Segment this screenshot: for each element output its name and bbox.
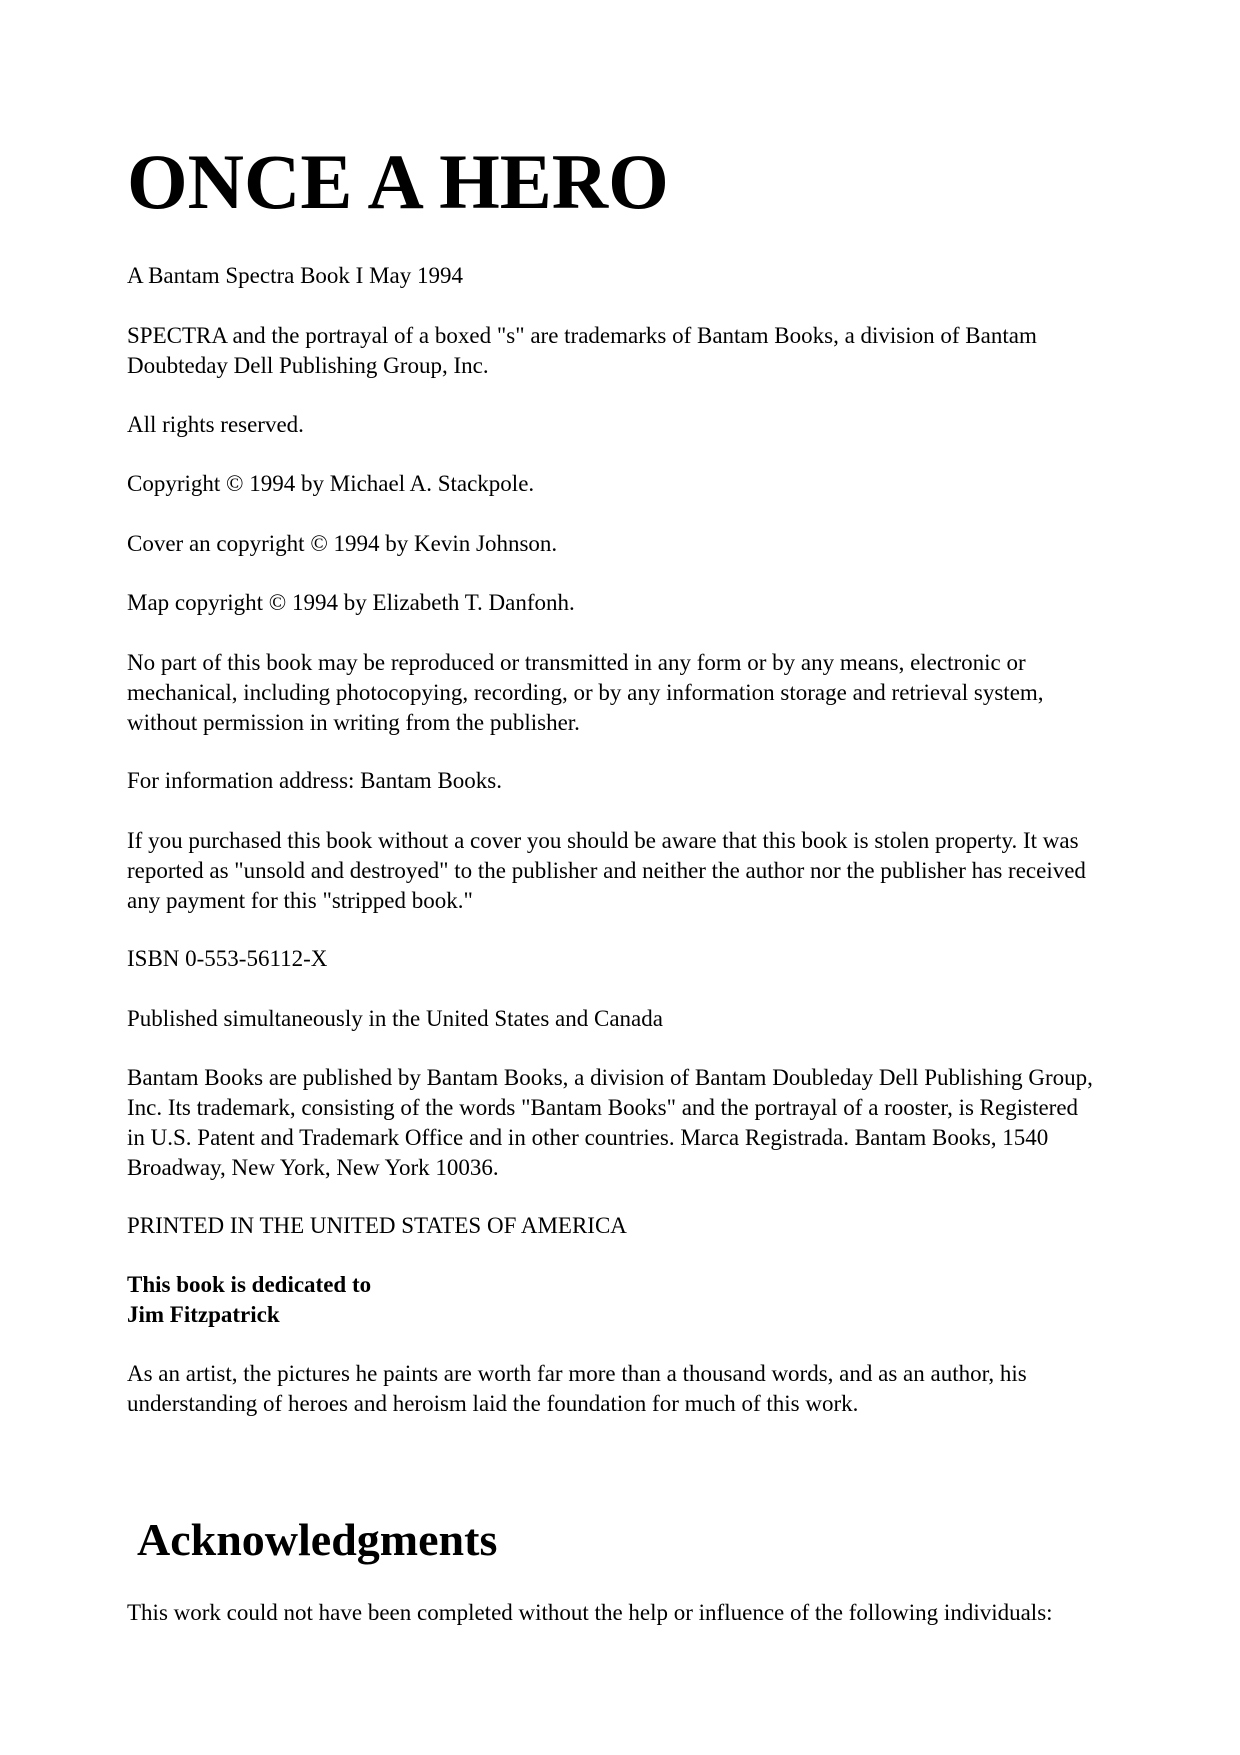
copyright-cover: Cover an copyright © 1994 by Kevin Johnson. xyxy=(127,531,558,556)
simultaneous-publication: Published simultaneously in the United States and Canada xyxy=(127,1006,663,1031)
stripped-book-notice: If you purchased this book without a cover you should be aware that this book is stolen property. It was reported as "unsold and destroyed" to the publisher and neither the author nor the publisher has received any payment for this "stripped book." xyxy=(127,828,1086,913)
trademark-notice: SPECTRA and the portrayal of a boxed "s" are trademarks of Bantam Books, a division of Bantam Doubteday Dell Publishing Group, Inc. xyxy=(127,323,1037,378)
book-title: ONCE A HERO xyxy=(127,138,669,225)
reproduction-notice: No part of this book may be reproduced or transmitted in any form or by any means, electronic or mechanical, including photocopying, recording, or by any information storage and retrieval system, without permission in writing from the publisher. xyxy=(127,650,1044,735)
dedication-name: Jim Fitzpatrick xyxy=(127,1302,280,1327)
isbn: ISBN 0-553-56112-X xyxy=(127,946,328,971)
acknowledgments-heading: Acknowledgments xyxy=(137,1514,498,1565)
publisher-trademark: Bantam Books are published by Bantam Books, a division of Bantam Doubleday Dell Publishing Group, Inc. Its trademark, consisting of the words "Bantam Books" and the portrayal of a rooster, is Registered in U.S. Patent and Trademark Office and in other countries. Marca Registrada. Bantam Books, 1540 Broadway, New York, New York 10036. xyxy=(127,1065,1093,1180)
dedication-line: This book is dedicated to xyxy=(127,1272,372,1297)
printed-in: PRINTED IN THE UNITED STATES OF AMERICA xyxy=(127,1213,627,1238)
dedication-text: As an artist, the pictures he paints are worth far more than a thousand words, and as an author, his understanding of heroes and heroism laid the foundation for much of this work. xyxy=(127,1361,1027,1416)
information-address: For information address: Bantam Books. xyxy=(127,768,502,793)
copyright-text: Copyright © 1994 by Michael A. Stackpole. xyxy=(127,471,535,496)
copyright-map: Map copyright © 1994 by Elizabeth T. Danfonh. xyxy=(127,590,575,615)
acknowledgments-intro: This work could not have been completed without the help or influence of the following individuals: xyxy=(127,1600,1053,1625)
publication-line: A Bantam Spectra Book I May 1994 xyxy=(127,263,464,288)
rights-reserved: All rights reserved. xyxy=(127,412,304,437)
